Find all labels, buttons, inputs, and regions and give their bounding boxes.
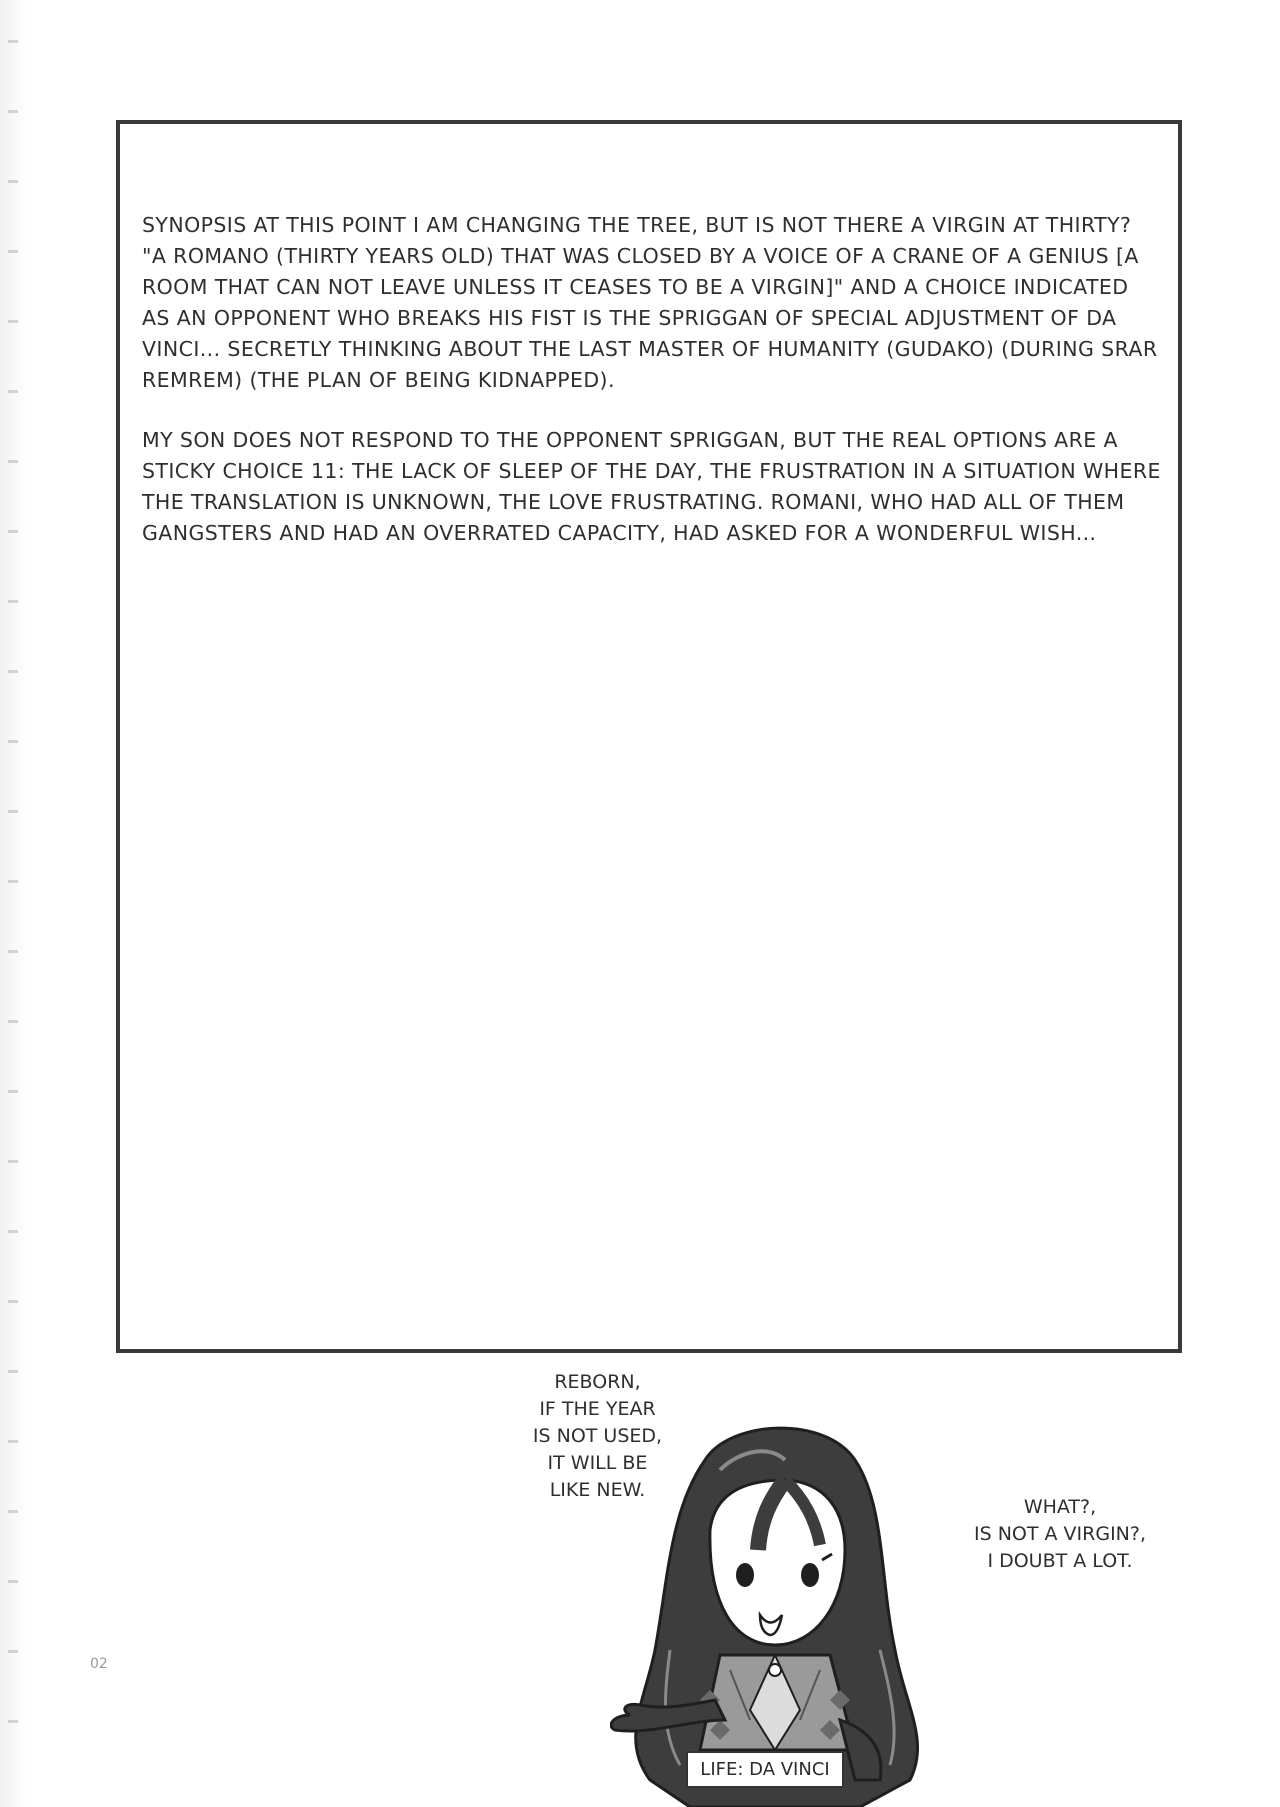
binding-mark bbox=[8, 110, 18, 113]
binding-mark bbox=[8, 250, 18, 253]
binding-mark bbox=[8, 740, 18, 743]
eye-left bbox=[736, 1563, 754, 1587]
binding-mark bbox=[8, 1020, 18, 1023]
binding-mark bbox=[8, 40, 18, 43]
binding-mark bbox=[8, 1440, 18, 1443]
page-number: 02 bbox=[90, 1656, 108, 1672]
binding-mark bbox=[8, 1230, 18, 1233]
eye-right bbox=[801, 1563, 819, 1587]
da-vinci-chibi-illustration bbox=[610, 1420, 940, 1807]
binding-mark bbox=[8, 320, 18, 323]
binding-mark bbox=[8, 1370, 18, 1373]
speech-text-left: REBORN, IF THE YEAR IS NOT USED, IT WILL BE LIKE NEW. bbox=[532, 1371, 663, 1501]
synopsis-paragraph-2: MY SON DOES NOT RESPOND TO THE OPPONENT SPRIGGAN, BUT THE REAL OPTIONS ARE A STICKY CHOICE 11: THE LACK OF SLEEP OF THE DAY, THE FRUSTRATION IN A SITUATION WHERE THE TRANSLATION IS UNKNOWN, THE LOVE FRUSTRATING. ROMANI, WHO HAD ALL OF THEM GANGSTERS AND HAD AN OVERRATED CAPACITY, HAD ASKED FOR A WONDERFUL WISH... bbox=[142, 428, 1161, 545]
binding-mark bbox=[8, 810, 18, 813]
binding-mark bbox=[8, 460, 18, 463]
name-plate: LIFE: DA VINCI bbox=[686, 1751, 844, 1788]
binding-mark bbox=[8, 1510, 18, 1513]
synopsis-panel bbox=[116, 120, 1182, 1353]
binding-mark bbox=[8, 530, 18, 533]
synopsis-paragraph-1: SYNOPSIS AT THIS POINT I AM CHANGING THE TREE, BUT IS NOT THERE A VIRGIN AT THIRTY? "A ROMANO (THIRTY YEARS OLD) THAT WAS CLOSED BY A VOICE OF A CRANE OF A GENIUS [A ROOM THAT CAN NOT LEAVE UNLESS IT CEASES TO BE A VIRGIN]" AND A CHOICE INDICATED AS AN OPPONENT WHO BREAKS HIS FIST IS THE SPRIGGAN OF SPECIAL ADJUSTMENT OF DA VINCI... SECRETLY THINKING ABOUT THE LAST MASTER OF HUMANITY (GUDAKO) (DURING SRAR REMREM) (THE PLAN OF BEING KIDNAPPED). bbox=[142, 213, 1158, 392]
binding-mark bbox=[8, 670, 18, 673]
binding-mark bbox=[8, 1300, 18, 1303]
binding-mark bbox=[8, 1160, 18, 1163]
binding-mark bbox=[8, 1650, 18, 1653]
speech-text-right: WHAT?, IS NOT A VIRGIN?, I DOUBT A LOT. bbox=[973, 1496, 1147, 1572]
binding-mark bbox=[8, 180, 18, 183]
binding-mark bbox=[8, 390, 18, 393]
binding-mark bbox=[8, 600, 18, 603]
binding-mark bbox=[8, 1720, 18, 1723]
binding-mark bbox=[8, 1580, 18, 1583]
synopsis-text bbox=[142, 210, 1162, 578]
binding-edge bbox=[0, 0, 28, 1807]
binding-mark bbox=[8, 950, 18, 953]
binding-mark bbox=[8, 1090, 18, 1093]
binding-mark bbox=[8, 880, 18, 883]
